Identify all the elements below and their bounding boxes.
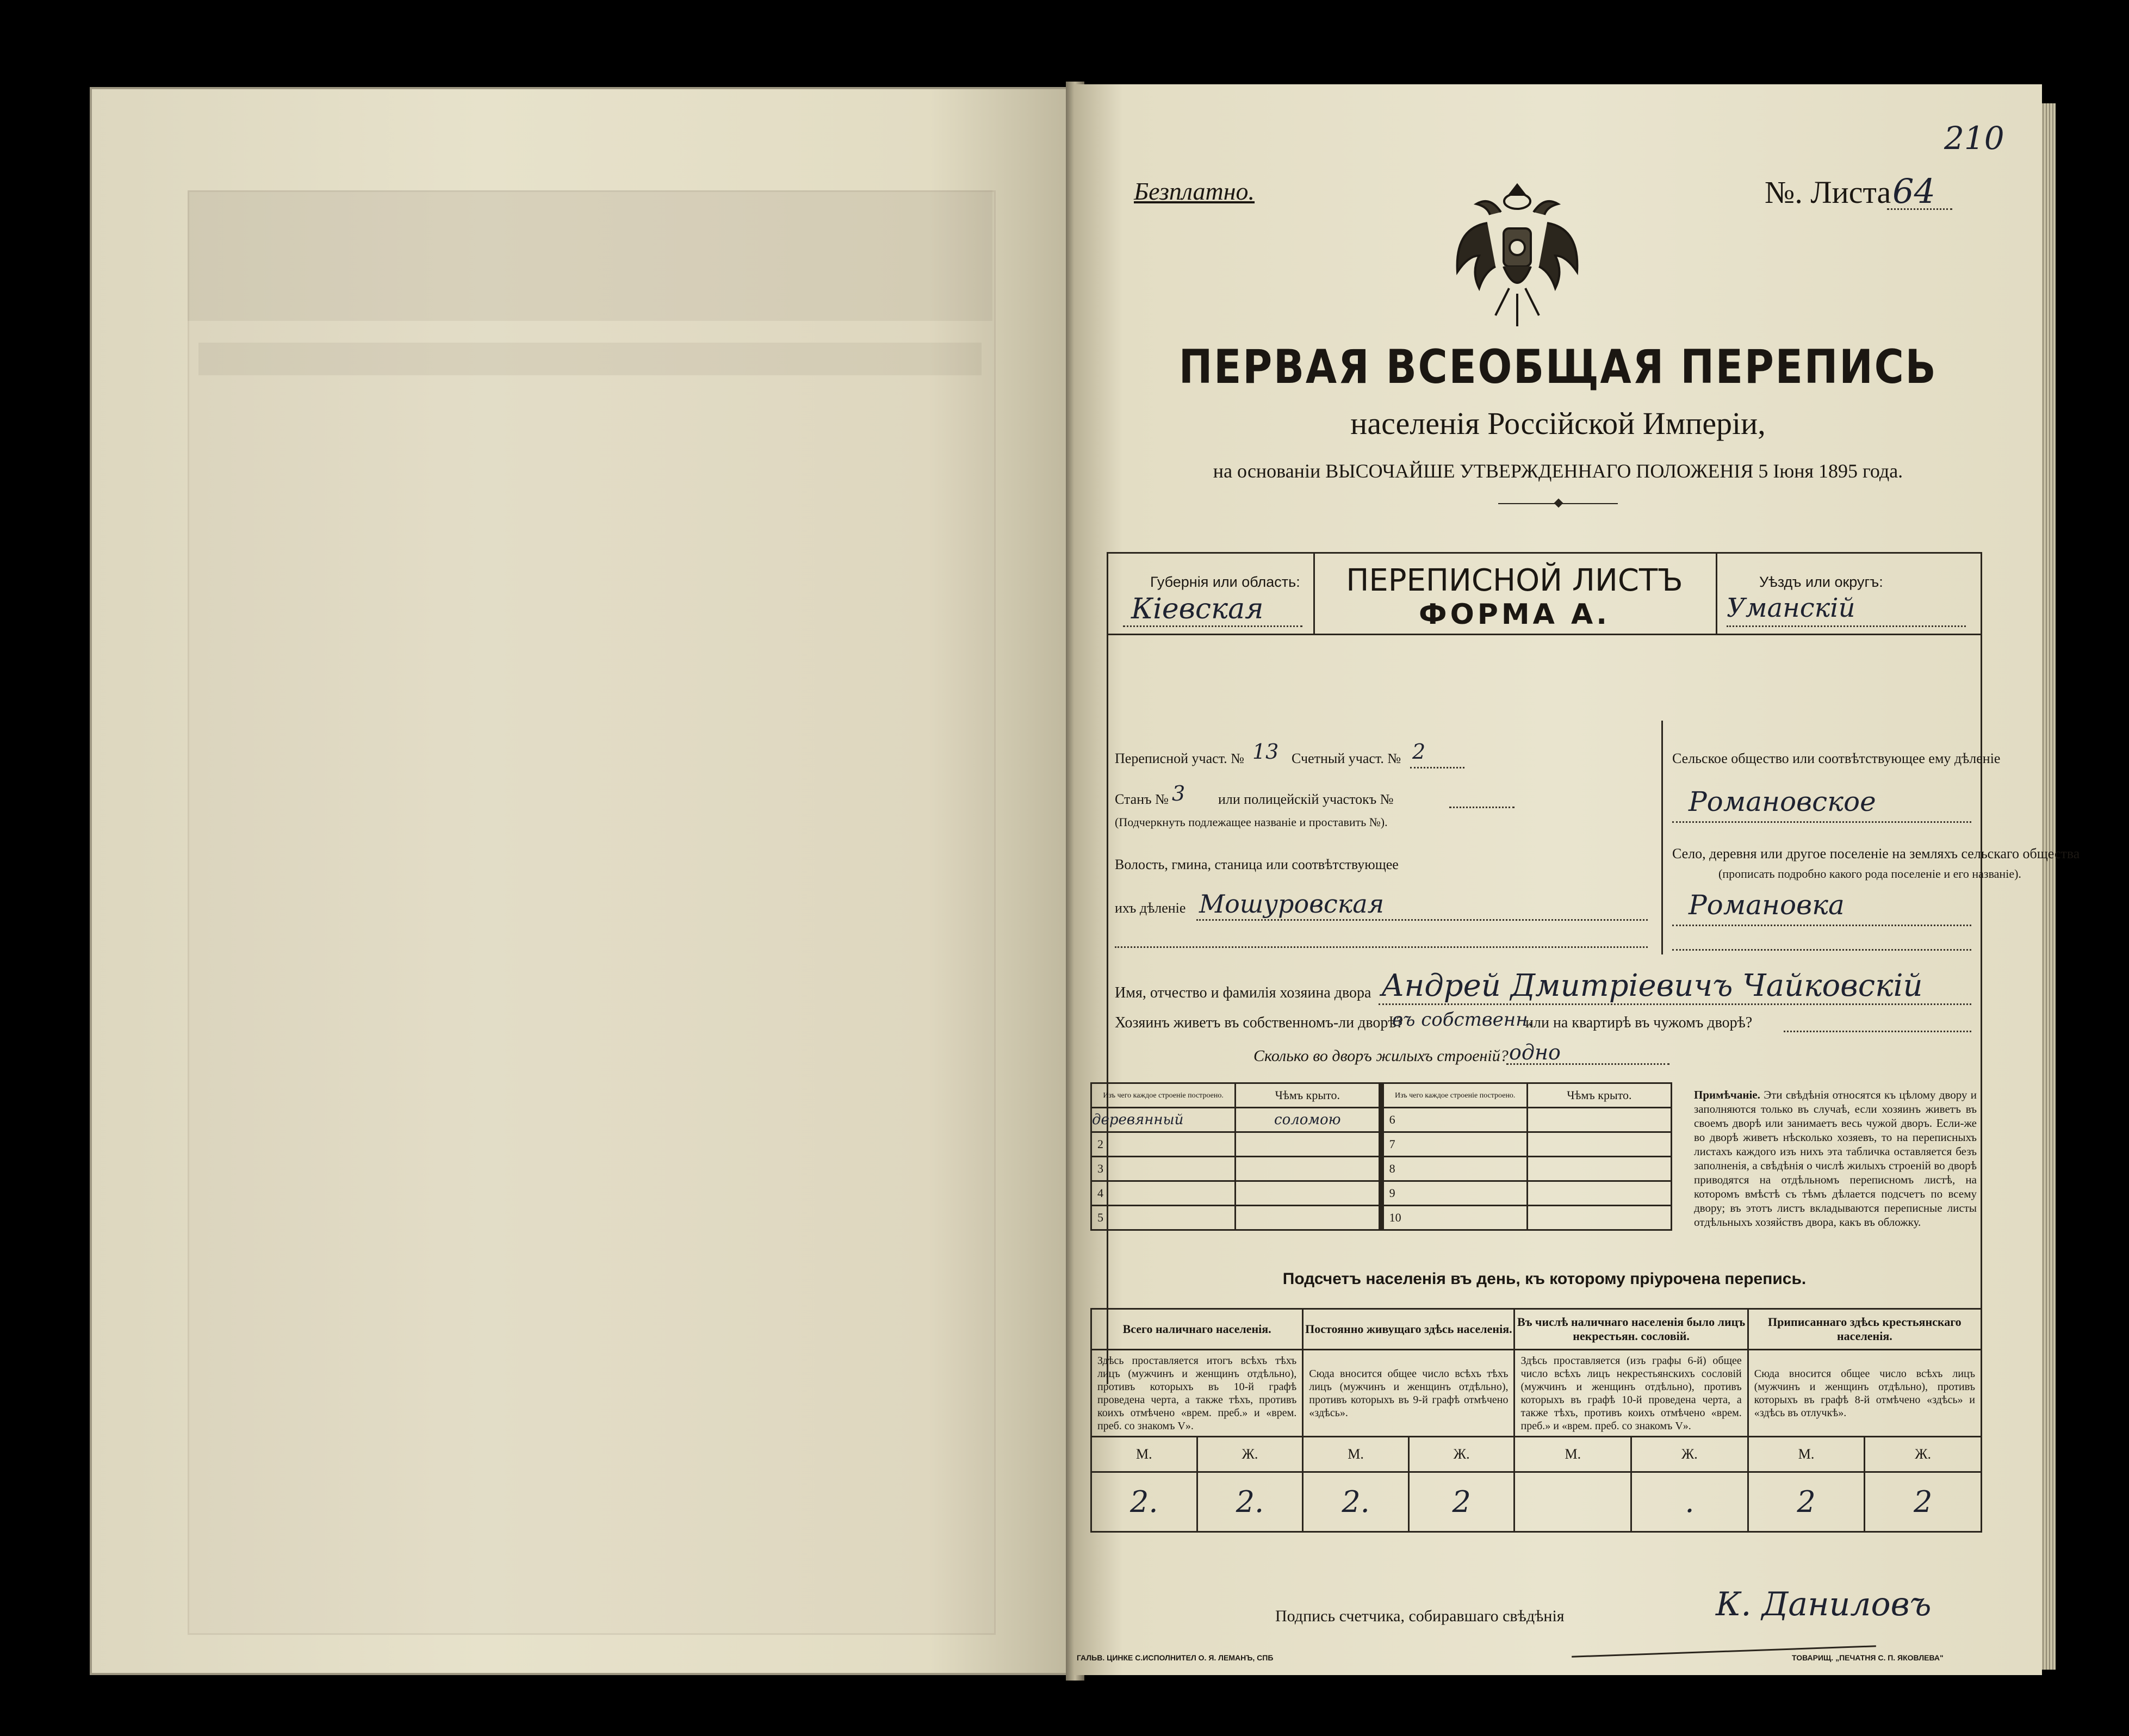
census-section-value: 13	[1252, 740, 1279, 764]
list-title: ПЕРЕПИСНОЙ ЛИСТЪ	[1346, 563, 1683, 598]
table-row: 2 7	[1091, 1132, 1672, 1157]
permanent-male: 2.	[1303, 1472, 1409, 1532]
count-title: Подсчетъ населенія въ день, къ которому пріурочена перепись.	[1282, 1270, 1807, 1288]
district-label: Уѣздъ или округъ:	[1759, 574, 1883, 590]
document-basis: на основаніи ВЫСОЧАЙШЕ УТВЕРЖДЕННАГО ПОЛОЖЕНІЯ 5 Іюня 1895 года.	[1213, 460, 1903, 482]
table-row: 5 10	[1091, 1206, 1672, 1230]
buildings-label: Сколько во дворъ жилыхъ строеній?	[1253, 1047, 1509, 1065]
left-page	[90, 87, 1077, 1675]
peasant-male: 2	[1748, 1472, 1865, 1532]
m-label: М.	[1303, 1437, 1409, 1472]
table-row: деревянный соломою 6	[1091, 1108, 1672, 1132]
m-label: М.	[1514, 1437, 1631, 1472]
society-label: Сельское общество или соотвѣтствующее ему дѣленіе	[1672, 751, 2001, 766]
f-label: Ж.	[1408, 1437, 1514, 1472]
peasant-female: 2	[1865, 1472, 1982, 1532]
residence-label-rented: или на квартирѣ въ чужомъ дворѣ?	[1525, 1014, 1753, 1031]
volost-label-2: ихъ дѣленіе	[1115, 900, 1186, 916]
police-label: или полицейскій участокъ №	[1218, 791, 1394, 807]
owner-value: Андрей Дмитріевичъ Чайковскій	[1381, 968, 1923, 1003]
non-peasant-female: .	[1631, 1472, 1748, 1532]
stan-value: 3	[1172, 782, 1185, 805]
col-non-peasant-desc: Здѣсь проставляется (изъ графы 6-й) общее число всѣхъ лицъ некрестьянскихъ сословій (мужчинъ и женщинъ отдѣльно), противъ которыхъ въ графѣ 10-й проведена черта, а также тѣхъ, противъ коихъ отмѣчено «врем. преб.» и «врем. преб. со знакомъ V».	[1514, 1350, 1748, 1437]
col-peasant-header: Приписаннаго здѣсь крестьянскаго населенія.	[1748, 1309, 1981, 1350]
row-1-roof: соломою	[1274, 1112, 1341, 1128]
col-permanent-header: Постоянно живущаго здѣсь населенія.	[1303, 1309, 1514, 1350]
note-block	[1694, 1088, 1977, 1229]
total-female: 2.	[1197, 1472, 1303, 1532]
signature-label: Подпись счетчика, собиравшаго свѣдѣнія	[1275, 1607, 1565, 1625]
owner-label: Имя, отчество и фамилія хозяина двора	[1115, 984, 1371, 1001]
col-material-header-2: Изъ чего каждое строеніе построено.	[1383, 1083, 1527, 1108]
police-note: (Подчеркнуть подлежащее названіе и проставить №).	[1115, 815, 1388, 829]
village-label: Село, деревня или другое поселеніе на земляхъ сельскаго общества	[1672, 846, 2080, 861]
col-roof-header-2: Чѣмъ крыто.	[1527, 1083, 1671, 1108]
buildings-value: одно	[1509, 1040, 1561, 1064]
col-material-header: Изъ чего каждое строеніе построено.	[1091, 1083, 1236, 1108]
permanent-female: 2	[1408, 1472, 1514, 1532]
village-note: (прописать подробно какого рода поселеніе и его названіе).	[1718, 867, 2021, 881]
census-section-label: Переписной участ. №	[1115, 751, 1244, 766]
residence-value: въ собственн.	[1392, 1009, 1534, 1031]
count-section-label: Счетный участ. №	[1292, 751, 1401, 766]
form-name: ФОРМА А.	[1419, 598, 1610, 631]
province-value: Кіевская	[1131, 593, 1264, 625]
non-peasant-male	[1514, 1472, 1631, 1532]
col-total-header: Всего наличнаго населенія.	[1091, 1309, 1303, 1350]
m-label: М.	[1091, 1437, 1197, 1472]
col-non-peasant-header: Въ числѣ наличнаго населенія было лицъ некрестьян. сословій.	[1514, 1309, 1748, 1350]
col-peasant-desc: Сюда вносится общее число всѣхъ лицъ (мужчинъ и женщинъ отдѣльно), противъ которыхъ въ графѣ 8-й отмѣчено «здѣсь» и «здѣсь въ отлучкѣ».	[1748, 1350, 1981, 1437]
signature-value: К. Даниловъ	[1716, 1585, 1932, 1623]
village-value: Романовка	[1689, 889, 1845, 921]
buildings-table	[1090, 1082, 1672, 1231]
f-label: Ж.	[1631, 1437, 1748, 1472]
volost-value: Мошуровская	[1199, 889, 1385, 919]
row-1-material: деревянный	[1092, 1112, 1184, 1128]
double-headed-eagle-icon	[1449, 179, 1585, 337]
total-male: 2.	[1091, 1472, 1197, 1532]
col-total-desc: Здѣсь проставляется итогъ всѣхъ тѣхъ лицъ (мужчинъ и женщинъ отдѣльно), противъ которыхъ въ 10-й графѣ проведена черта, а также тѣхъ, противъ коихъ отмѣчено «врем. преб.» и «врем. преб. со знакомъ V».	[1091, 1350, 1303, 1437]
district-value: Уманскій	[1727, 593, 1855, 623]
m-label: М.	[1748, 1437, 1865, 1472]
page-number: 210	[1944, 120, 2004, 157]
table-row: 4 9	[1091, 1181, 1672, 1206]
col-roof-header: Чѣмъ крыто.	[1236, 1083, 1380, 1108]
count-section-value: 2	[1412, 740, 1426, 764]
census-form-page	[1074, 84, 2080, 1675]
imprint-left: ГАЛЬВ. ЦИНКЕ С.ИСПОЛНИТЕЛ О. Я. ЛЕМАНЪ, СПБ	[1077, 1653, 1274, 1662]
stan-label: Станъ №	[1115, 791, 1169, 807]
note-text: Эти свѣдѣнія относятся къ цѣлому двору и заполняются только въ случаѣ, если хозяинъ живетъ въ своемъ дворѣ или занимаетъ весь чужой дворъ. Если-же во дворѣ живетъ нѣсколько хозяевъ, то на переписныхъ листахъ каждого изъ нихъ эта табличка оставляется безъ заполненія, а свѣдѣнія о числѣ жилыхъ строеній во дворѣ приводятся на отдѣльномъ переписномъ листѣ, на которомъ вмѣстѣ съ тѣмъ дѣлается подсчетъ по всему двору; въ этотъ листъ вкладываются переписные листы отдѣльныхъ хозяйствъ двора, какъ въ обложку.	[1694, 1088, 1977, 1229]
document-subtitle: населенія Россійской Имперіи,	[1350, 406, 1766, 441]
population-count-table	[1090, 1308, 1982, 1533]
sheet-number-value: 64	[1892, 171, 1935, 211]
volost-label-1: Волость, гмина, станица или соотвѣтствующее	[1115, 857, 1399, 872]
society-value: Романовское	[1689, 786, 1876, 817]
province-label: Губернія или область:	[1150, 574, 1300, 590]
col-permanent-desc: Сюда вносится общее число всѣхъ тѣхъ лицъ (мужчинъ и женщинъ отдѣльно), противъ которыхъ въ 9-й графѣ отмѣчено «здѣсь».	[1303, 1350, 1514, 1437]
table-row: 3 8	[1091, 1157, 1672, 1181]
f-label: Ж.	[1197, 1437, 1303, 1472]
free-label: Безплатно.	[1134, 177, 1255, 205]
sheet-number-label: №. Листа	[1765, 175, 1891, 210]
imprint-right: ТОВАРИЩ. „ПЕЧАТНЯ С. П. ЯКОВЛЕВА"	[1792, 1653, 1944, 1662]
note-label: Примѣчаніе.	[1694, 1088, 1760, 1101]
residence-label-own: Хозяинъ живетъ въ собственномъ-ли дворѣ?	[1115, 1014, 1404, 1031]
document-title: ПЕРВАЯ ВСЕОБЩАЯ ПЕРЕПИСЬ	[1178, 340, 1938, 394]
f-label: Ж.	[1865, 1437, 1982, 1472]
